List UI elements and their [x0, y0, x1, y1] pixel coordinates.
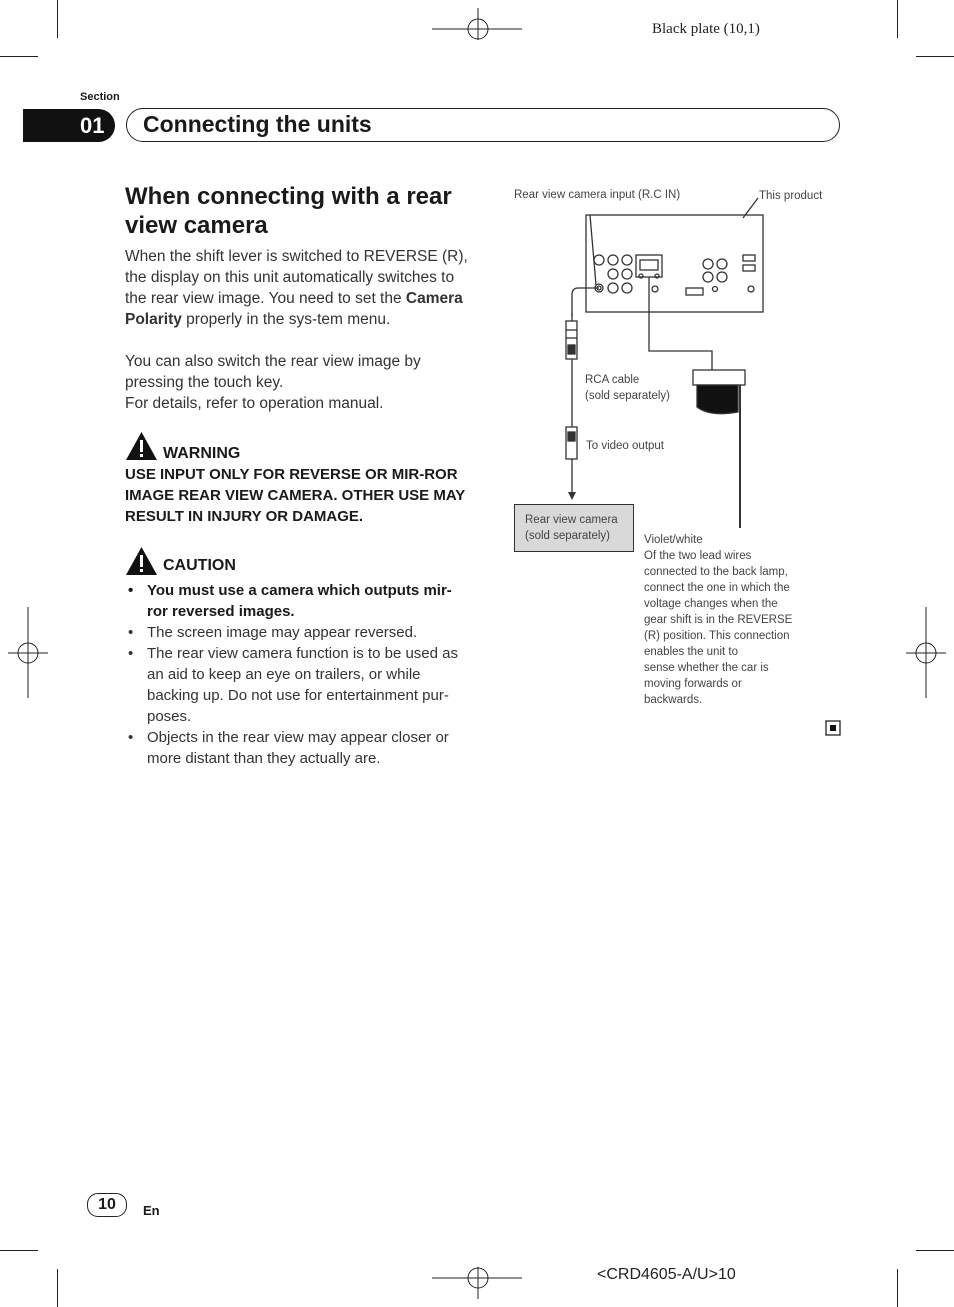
- lead-line: connect the one in which the: [644, 582, 790, 594]
- jack: [608, 283, 618, 293]
- section-title-bar: [126, 108, 840, 142]
- lead-line: connected to the back lamp,: [644, 566, 788, 578]
- caution-item: • Objects in the rear view may appear closer or more distant than they actually are.: [125, 727, 470, 769]
- intro-paragraph: [125, 246, 470, 330]
- caution-item: • The rear view camera function is to be used as an aid to keep an eye on trailers, or while backing up. Do not use for entertainment pur-poses.: [125, 643, 470, 727]
- footer-code: <CRD4605-A/U>10: [597, 1266, 736, 1283]
- lead-line: (R) position. This connection: [644, 630, 790, 642]
- jack: [703, 272, 713, 282]
- rc-in-label: Rear view camera input (R.C IN): [514, 189, 681, 201]
- camera-box-label: Rear view camera: [525, 514, 618, 526]
- caution-item: • The screen image may appear reversed.: [125, 622, 470, 643]
- camera-box-sold-label: (sold separately): [525, 530, 611, 542]
- intro-paragraph-3: For details, refer to operation manual.: [125, 395, 384, 412]
- lead-connector: [693, 370, 745, 385]
- lead-line: sense whether the car is: [644, 662, 769, 674]
- caution-icon: [125, 546, 158, 576]
- lead-line: enables the unit to: [644, 646, 738, 658]
- warning-title: WARNING: [163, 445, 241, 462]
- caution-list: [125, 580, 470, 769]
- jack: [608, 269, 618, 279]
- video-output-label: To video output: [586, 440, 665, 452]
- jack: [608, 255, 618, 265]
- intro-text: When the shift lever is switched to REVERSE (R), the display on this unit automatically switches to the rear view image. You need to set the: [125, 248, 468, 307]
- section-title: Connecting the units: [143, 111, 372, 137]
- rca-cable-label: RCA cable: [585, 374, 640, 386]
- this-product-label: This product: [759, 190, 823, 202]
- rear-view-camera-box: [514, 504, 634, 552]
- violet-white-label: Violet/white: [644, 534, 703, 546]
- language-label: En: [143, 1203, 160, 1218]
- rca-cable-sold-label: (sold separately): [585, 390, 671, 402]
- camera-polarity-term: Camera Polarity: [125, 290, 463, 328]
- warning-text: USE INPUT ONLY FOR REVERSE OR MIR-ROR IMAGE REAR VIEW CAMERA. OTHER USE MAY RESULT IN INJURY OR DAMAGE.: [125, 466, 466, 525]
- intro-text-end: properly in the sys-tem menu.: [181, 311, 391, 328]
- jack: [703, 259, 713, 269]
- lead-description: [644, 548, 824, 708]
- intro-paragraph-2: You can also switch the rear view image by pressing the touch key.: [125, 353, 421, 391]
- caution-title: CAUTION: [163, 557, 236, 574]
- plate-label: Black plate (10,1): [652, 21, 760, 37]
- section-label: Section: [80, 91, 120, 103]
- end-marker-icon: [825, 720, 841, 736]
- jack: [594, 255, 604, 265]
- lead-line: gear shift is in the REVERSE: [644, 614, 793, 626]
- section-number: 01: [80, 113, 105, 138]
- page-number: 10: [87, 1193, 127, 1217]
- lead-line: Of the two lead wires: [644, 550, 752, 562]
- lead-line: voltage changes when the: [644, 598, 778, 610]
- lead-line: moving forwards or: [644, 678, 742, 690]
- caution-item: • You must use a camera which outputs mir-ror reversed images.: [125, 580, 470, 622]
- section-number-tab: [23, 109, 115, 142]
- page-heading: When connecting with a rear view camera: [125, 183, 452, 239]
- warning-icon: [125, 431, 158, 461]
- lead-line: backwards.: [644, 694, 703, 706]
- head-unit-rear-panel: [586, 215, 763, 312]
